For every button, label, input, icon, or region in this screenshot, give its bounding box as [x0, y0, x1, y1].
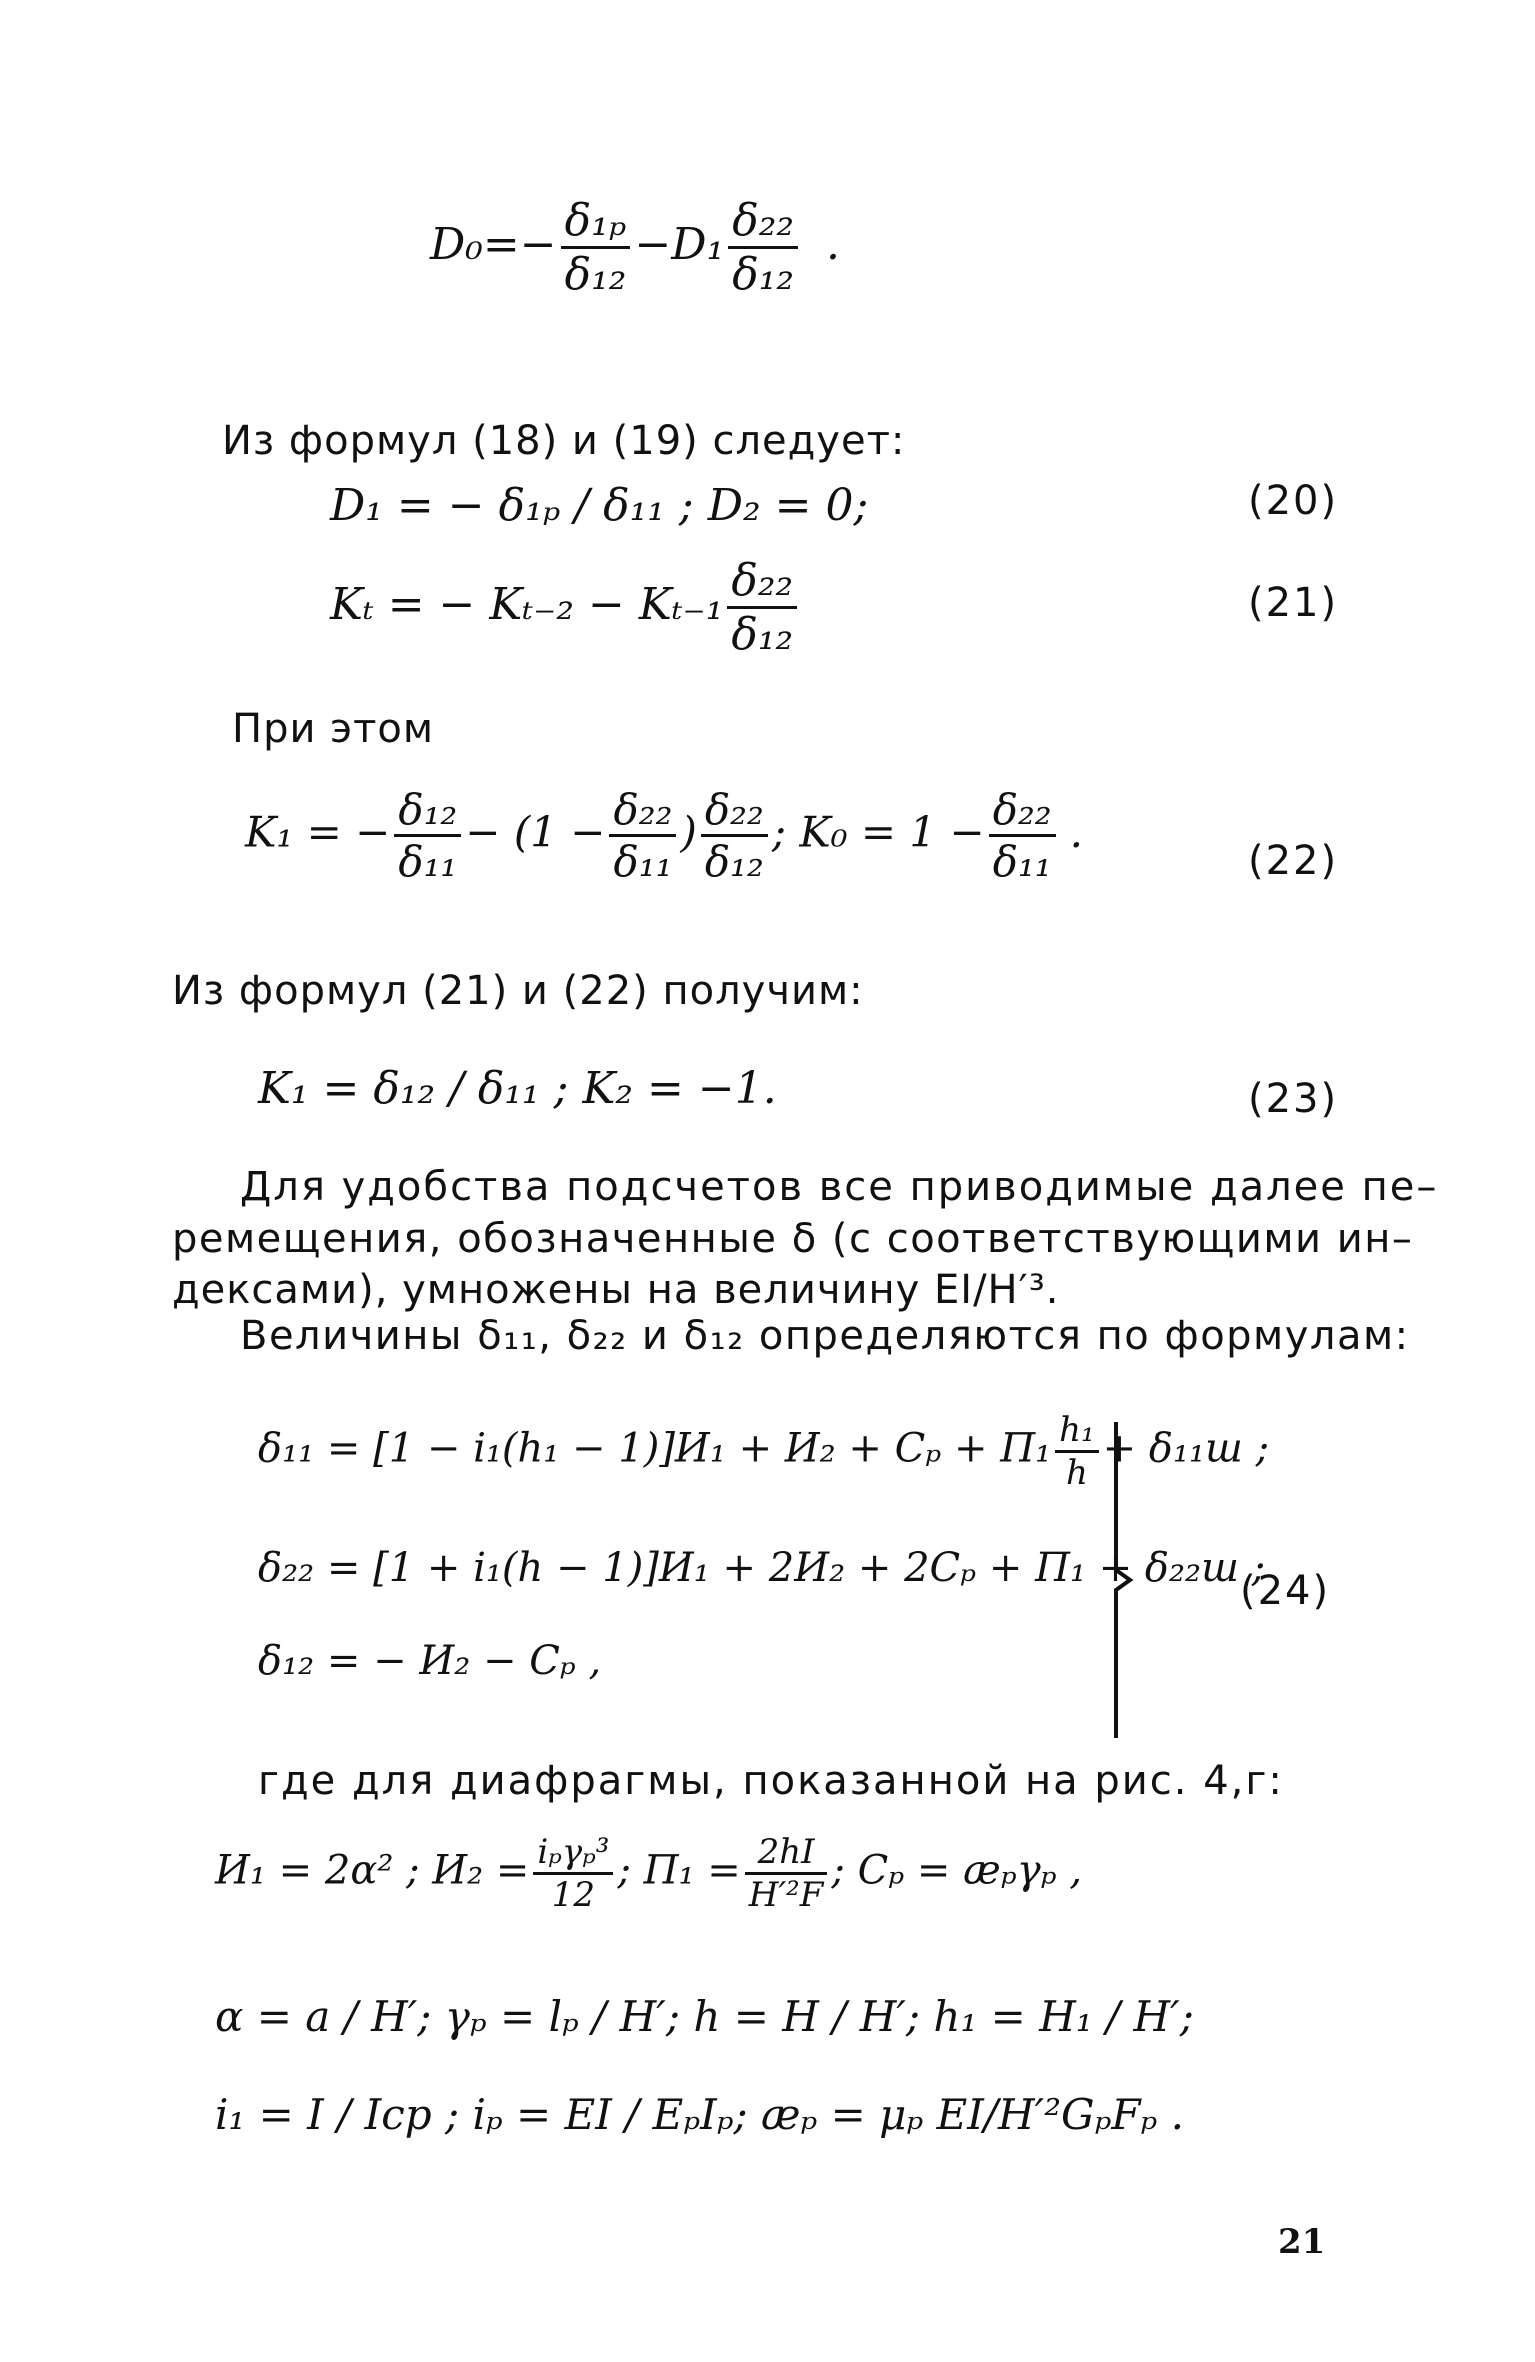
- defs-l1-f2-numerator: 2hI: [745, 1832, 828, 1875]
- equation-number-21: (21): [1248, 580, 1339, 626]
- eq22-f2-numerator: δ₂₂: [609, 785, 676, 837]
- paragraph-convenience-line-3: дексами), умножены на величину EI/H′³.: [172, 1267, 1060, 1313]
- equation-24-line-3: δ₁₂ = − И₂ − Cₚ ,: [258, 1638, 602, 1684]
- defs-l1-f1-denominator: 12: [551, 1875, 596, 1915]
- eq22-end: .: [1069, 807, 1084, 857]
- eq21-lhs: Kₜ = − Kₜ₋₂ − Kₜ₋₁: [330, 579, 724, 630]
- page-number: 21: [1278, 2222, 1326, 2262]
- eq22-f4-numerator: δ₂₂: [989, 785, 1056, 837]
- defs-l1-c: ; Cₚ = æₚγₚ ,: [831, 1847, 1083, 1894]
- eq22-f3-numerator: δ₂₂: [701, 785, 768, 837]
- eq22-f4-denominator: δ₁₁: [992, 837, 1052, 886]
- eq-d0-f1-numerator: δ₁ₚ: [561, 195, 631, 249]
- equation-number-23: (23): [1248, 1076, 1339, 1122]
- equation-24-brace: [1114, 1420, 1134, 1740]
- eq22-f1-numerator: δ₁₂: [394, 785, 461, 837]
- equation-d0: [430, 195, 840, 300]
- eq-d0-mid: −D₁: [634, 219, 725, 270]
- defs-l1-fraction-2: [745, 1832, 828, 1915]
- equation-21: [330, 555, 801, 660]
- eq22-fraction-2: [609, 785, 676, 886]
- eq-d0-fraction-2: [728, 195, 798, 300]
- defs-l1-a: И₁ = 2α² ; И₂ =: [215, 1847, 530, 1894]
- eq-d0-fraction-1: [561, 195, 631, 300]
- text-pri-etom: При этом: [232, 706, 435, 752]
- equation-number-20: (20): [1248, 478, 1339, 524]
- eq24-line1-fraction: [1055, 1410, 1099, 1493]
- paragraph-quantities: Величины δ₁₁, δ₂₂ и δ₁₂ определяются по формулам:: [240, 1313, 1410, 1359]
- equation-number-22: (22): [1248, 838, 1339, 884]
- definitions-line-1: [215, 1832, 1082, 1915]
- eq24-line1-denominator: h: [1065, 1453, 1088, 1493]
- text-from-formulas-18-19: Из формул (18) и (19) следует:: [222, 418, 906, 464]
- eq21-numerator: δ₂₂: [727, 555, 797, 609]
- defs-l1-f1-numerator: iₚγₚ³: [533, 1832, 613, 1875]
- defs-l1-fraction-1: [533, 1832, 613, 1915]
- text-for-diaphragm: где для диафрагмы, показанной на рис. 4,г:: [258, 1758, 1284, 1804]
- eq22-lhs: K₁ = −: [245, 807, 391, 857]
- eq-d0-end: .: [826, 219, 841, 270]
- eq21-denominator: δ₁₂: [731, 609, 794, 660]
- eq24-line1-a: δ₁₁ = [1 − i₁(h₁ − 1)]И₁ + И₂ + Cₚ + П₁: [258, 1425, 1052, 1472]
- eq22-f3-denominator: δ₁₂: [704, 837, 764, 886]
- equation-24-line-2: δ₂₂ = [1 + i₁(h − 1)]И₁ + 2И₂ + 2Cₚ + П₁ + δ₂₂ш ;: [258, 1545, 1266, 1591]
- eq24-line1-b: + δ₁₁ш ;: [1102, 1425, 1270, 1472]
- paragraph-convenience-line-2: ремещения, обозначенные δ (с соответствующими ин–: [172, 1216, 1414, 1262]
- defs-l1-b: ; П₁ =: [617, 1847, 741, 1894]
- equation-23: K₁ = δ₁₂ / δ₁₁ ; K₂ = −1.: [258, 1063, 777, 1114]
- eq22-mid-3: ; K₀ = 1 −: [771, 807, 985, 857]
- eq22-fraction-3: [701, 785, 768, 886]
- definitions-line-3: i₁ = I / Iср ; iₚ = EI / EₚIₚ; æₚ = μₚ EI/H′²GₚFₚ .: [215, 2090, 1185, 2139]
- paragraph-convenience-line-1: Для удобства подсчетов все приводимые далее пе–: [240, 1164, 1439, 1210]
- eq22-mid-2: ): [680, 807, 697, 857]
- text-from-formulas-21-22: Из формул (21) и (22) получим:: [172, 968, 864, 1014]
- eq-d0-f2-denominator: δ₁₂: [732, 249, 795, 300]
- eq-d0-lhs: D₀=−: [430, 219, 557, 270]
- eq22-mid-1: − (1 −: [465, 807, 606, 857]
- eq22-fraction-1: [394, 785, 461, 886]
- eq24-line1-numerator: h₁: [1055, 1410, 1099, 1453]
- equation-20: D₁ = − δ₁ₚ / δ₁₁ ; D₂ = 0;: [330, 480, 869, 531]
- equation-22: [245, 785, 1083, 886]
- eq-d0-f1-denominator: δ₁₂: [564, 249, 627, 300]
- eq22-fraction-4: [989, 785, 1056, 886]
- eq22-f2-denominator: δ₁₁: [613, 837, 673, 886]
- eq-d0-f2-numerator: δ₂₂: [728, 195, 798, 249]
- defs-l1-f2-denominator: H′²F: [748, 1875, 824, 1915]
- equation-number-24: (24): [1240, 1568, 1331, 1614]
- eq21-fraction: [727, 555, 797, 660]
- eq22-f1-denominator: δ₁₁: [398, 837, 458, 886]
- definitions-line-2: α = a / H′; γₚ = lₚ / H′; h = H / H′; h₁ = H₁ / H′;: [215, 1992, 1194, 2041]
